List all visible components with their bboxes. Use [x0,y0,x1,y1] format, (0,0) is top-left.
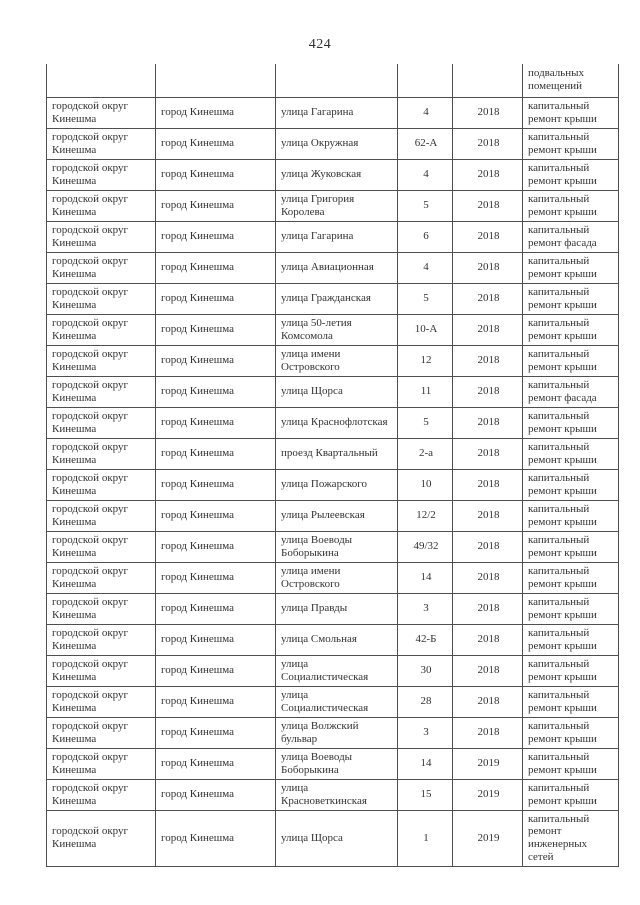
table-row-continuation [47,64,619,97]
table-row [47,562,619,593]
city-cell: город Кинешма [156,97,276,128]
street-cell: проезд Квартальный [276,438,398,469]
table-row [47,500,619,531]
street-cell: улица Пожарского [276,469,398,500]
table-row [47,376,619,407]
table-body [47,64,619,867]
year-cell: 2018 [453,655,523,686]
house-cell: 4 [398,159,453,190]
year-cell: 2018 [453,562,523,593]
street-cell [276,64,398,97]
district-cell: городской округ Кинешма [47,190,156,221]
district-cell: городской округ Кинешма [47,97,156,128]
house-cell: 2-а [398,438,453,469]
year-cell: 2018 [453,593,523,624]
house-cell: 4 [398,97,453,128]
table-row [47,159,619,190]
work-type-cell: капитальный ремонт крыши [523,345,619,376]
table-row [47,779,619,810]
district-cell: городской округ Кинешма [47,438,156,469]
city-cell: город Кинешма [156,779,276,810]
street-cell: улица имени Островского [276,345,398,376]
work-type-cell: капитальный ремонт фасада [523,221,619,252]
city-cell: город Кинешма [156,810,276,867]
table-row [47,283,619,314]
table-row [47,655,619,686]
work-type-cell: капитальный ремонт крыши [523,779,619,810]
year-cell: 2018 [453,624,523,655]
table-row [47,314,619,345]
year-cell: 2018 [453,345,523,376]
work-type-cell: капитальный ремонт крыши [523,593,619,624]
house-cell: 62-А [398,128,453,159]
work-type-cell: подвальных помещений [523,64,619,97]
year-cell: 2018 [453,128,523,159]
city-cell: город Кинешма [156,190,276,221]
year-cell: 2018 [453,686,523,717]
work-type-cell: капитальный ремонт крыши [523,252,619,283]
table-row [47,221,619,252]
year-cell: 2018 [453,438,523,469]
work-type-cell: капитальный ремонт крыши [523,686,619,717]
street-cell: улица Воеводы Боборыкина [276,531,398,562]
year-cell: 2018 [453,159,523,190]
city-cell: город Кинешма [156,376,276,407]
year-cell: 2018 [453,500,523,531]
year-cell: 2018 [453,407,523,438]
year-cell: 2018 [453,376,523,407]
house-cell: 3 [398,717,453,748]
city-cell [156,64,276,97]
district-cell: городской округ Кинешма [47,376,156,407]
city-cell: город Кинешма [156,252,276,283]
work-type-cell: капитальный ремонт крыши [523,97,619,128]
capital-repair-table [46,64,619,867]
city-cell: город Кинешма [156,221,276,252]
district-cell: городской округ Кинешма [47,407,156,438]
year-cell [453,64,523,97]
work-type-cell: капитальный ремонт крыши [523,655,619,686]
year-cell: 2019 [453,748,523,779]
house-cell: 12 [398,345,453,376]
house-cell: 11 [398,376,453,407]
district-cell: городской округ Кинешма [47,314,156,345]
district-cell: городской округ Кинешма [47,469,156,500]
city-cell: город Кинешма [156,128,276,159]
street-cell: улица Авиационная [276,252,398,283]
street-cell: улица Рылеевская [276,500,398,531]
year-cell: 2018 [453,97,523,128]
house-cell: 15 [398,779,453,810]
table-row [47,128,619,159]
work-type-cell: капитальный ремонт крыши [523,531,619,562]
street-cell: улица Григория Королева [276,190,398,221]
work-type-cell: капитальный ремонт крыши [523,128,619,159]
district-cell: городской округ Кинешма [47,748,156,779]
city-cell: город Кинешма [156,686,276,717]
district-cell: городской округ Кинешма [47,221,156,252]
house-cell: 12/2 [398,500,453,531]
district-cell: городской округ Кинешма [47,159,156,190]
table-row [47,531,619,562]
table-row [47,593,619,624]
district-cell: городской округ Кинешма [47,593,156,624]
work-type-cell: капитальный ремонт крыши [523,438,619,469]
city-cell: город Кинешма [156,159,276,190]
house-cell: 14 [398,748,453,779]
year-cell: 2018 [453,221,523,252]
street-cell: улица Правды [276,593,398,624]
city-cell: город Кинешма [156,717,276,748]
table-row [47,624,619,655]
district-cell: городской округ Кинешма [47,531,156,562]
house-cell: 3 [398,593,453,624]
year-cell: 2018 [453,469,523,500]
street-cell: улица Красноветкинская [276,779,398,810]
street-cell: улица Окружная [276,128,398,159]
house-cell: 14 [398,562,453,593]
city-cell: город Кинешма [156,345,276,376]
work-type-cell: капитальный ремонт крыши [523,159,619,190]
city-cell: город Кинешма [156,314,276,345]
table-row [47,686,619,717]
year-cell: 2019 [453,810,523,867]
work-type-cell: капитальный ремонт крыши [523,190,619,221]
year-cell: 2018 [453,252,523,283]
work-type-cell: капитальный ремонт крыши [523,717,619,748]
house-cell: 49/32 [398,531,453,562]
district-cell: городской округ Кинешма [47,252,156,283]
house-cell: 5 [398,283,453,314]
street-cell: улица Жуковская [276,159,398,190]
district-cell: городской округ Кинешма [47,283,156,314]
table-row [47,438,619,469]
street-cell: улица имени Островского [276,562,398,593]
city-cell: город Кинешма [156,438,276,469]
street-cell: улица Смольная [276,624,398,655]
city-cell: город Кинешма [156,283,276,314]
work-type-cell: капитальный ремонт крыши [523,748,619,779]
house-cell [398,64,453,97]
work-type-cell: капитальный ремонт крыши [523,469,619,500]
house-cell: 5 [398,407,453,438]
table-row [47,190,619,221]
street-cell: улица Щорса [276,810,398,867]
work-type-cell: капитальный ремонт крыши [523,562,619,593]
city-cell: город Кинешма [156,531,276,562]
table-row [47,407,619,438]
street-cell: улица Краснофлотская [276,407,398,438]
city-cell: город Кинешма [156,562,276,593]
street-cell: улица Гагарина [276,97,398,128]
table-row [47,345,619,376]
district-cell: городской округ Кинешма [47,810,156,867]
city-cell: город Кинешма [156,593,276,624]
street-cell: улица Социалистическая [276,655,398,686]
work-type-cell: капитальный ремонт крыши [523,500,619,531]
city-cell: город Кинешма [156,469,276,500]
year-cell: 2018 [453,531,523,562]
house-cell: 6 [398,221,453,252]
house-cell: 10-А [398,314,453,345]
house-cell: 28 [398,686,453,717]
work-type-cell: капитальный ремонт крыши [523,283,619,314]
district-cell: городской округ Кинешма [47,655,156,686]
street-cell: улица Социалистическая [276,686,398,717]
district-cell [47,64,156,97]
district-cell: городской округ Кинешма [47,686,156,717]
house-cell: 10 [398,469,453,500]
table-row [47,252,619,283]
street-cell: улица Воеводы Боборыкина [276,748,398,779]
house-cell: 1 [398,810,453,867]
work-type-cell: капитальный ремонт крыши [523,624,619,655]
street-cell: улица Гражданская [276,283,398,314]
work-type-cell: капитальный ремонт инженерных сетей [523,810,619,867]
year-cell: 2019 [453,779,523,810]
work-type-cell: капитальный ремонт крыши [523,314,619,345]
street-cell: улица Гагарина [276,221,398,252]
year-cell: 2018 [453,283,523,314]
district-cell: городской округ Кинешма [47,128,156,159]
street-cell: улица Волжский бульвар [276,717,398,748]
district-cell: городской округ Кинешма [47,717,156,748]
street-cell: улица Щорса [276,376,398,407]
house-cell: 5 [398,190,453,221]
table-row [47,469,619,500]
work-type-cell: капитальный ремонт крыши [523,407,619,438]
street-cell: улица 50-летия Комсомола [276,314,398,345]
table-row [47,717,619,748]
district-cell: городской округ Кинешма [47,562,156,593]
city-cell: город Кинешма [156,655,276,686]
house-cell: 42-Б [398,624,453,655]
table-row [47,748,619,779]
page-number: 424 [308,37,332,52]
city-cell: город Кинешма [156,748,276,779]
year-cell: 2018 [453,314,523,345]
city-cell: город Кинешма [156,624,276,655]
district-cell: городской округ Кинешма [47,345,156,376]
table-row [47,97,619,128]
house-cell: 30 [398,655,453,686]
city-cell: город Кинешма [156,500,276,531]
year-cell: 2018 [453,717,523,748]
city-cell: город Кинешма [156,407,276,438]
house-cell: 4 [398,252,453,283]
work-type-cell: капитальный ремонт фасада [523,376,619,407]
district-cell: городской округ Кинешма [47,779,156,810]
year-cell: 2018 [453,190,523,221]
district-cell: городской округ Кинешма [47,500,156,531]
district-cell: городской округ Кинешма [47,624,156,655]
table-row [47,810,619,867]
